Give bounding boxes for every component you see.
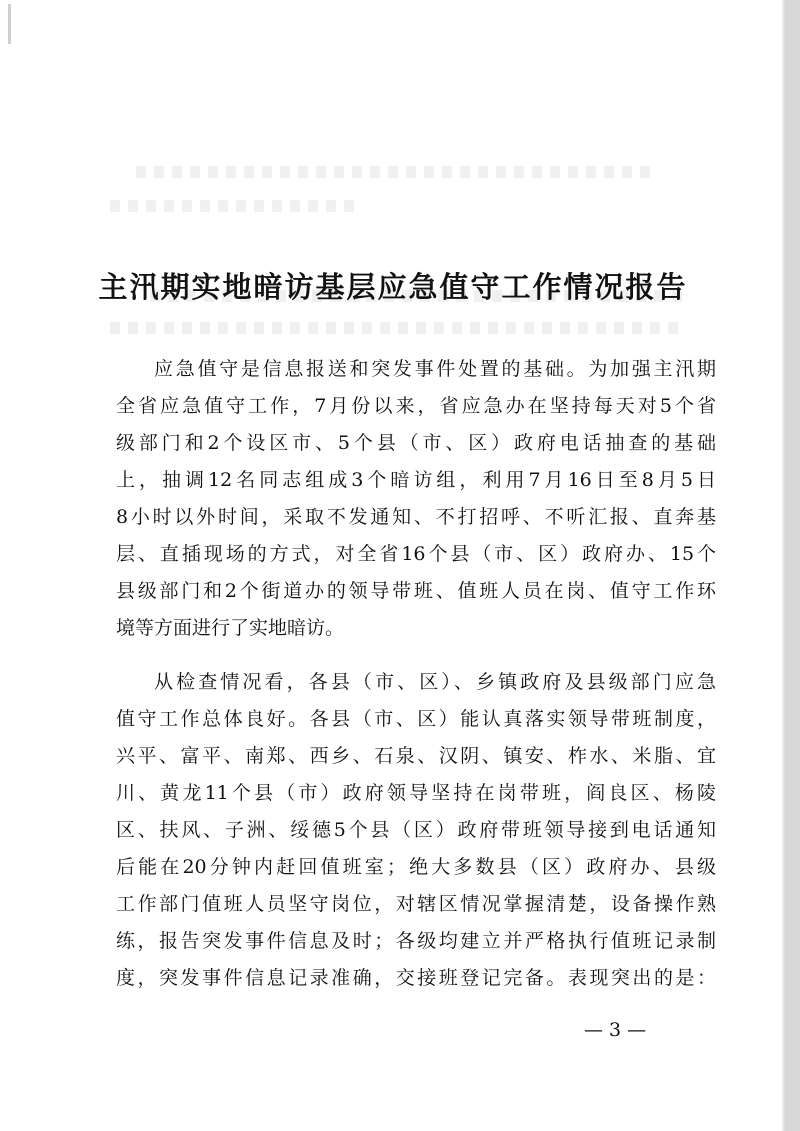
bleed-through-line bbox=[136, 166, 656, 178]
paragraph-line: 境等方面进行了实地暗访。 bbox=[116, 617, 345, 639]
scan-edge-mark bbox=[8, 4, 11, 44]
paragraph-line: 应急值守是信息报送和突发事件处置的基础。为加强主汛期 bbox=[154, 358, 716, 380]
paragraph-line: 级部门和2个设区市、5个县（市、区）政府电话抽查的基础 bbox=[116, 432, 716, 454]
paragraph-2 bbox=[116, 664, 716, 997]
bleed-through-line bbox=[110, 322, 680, 334]
paragraph-line: 从检查情况看，各县（市、区）、乡镇政府及县级部门应急 bbox=[154, 671, 716, 693]
bleed-through-line bbox=[110, 200, 360, 212]
paragraph-line: 区、扶风、子洲、绥德5个县（区）政府带班领导接到电话通知 bbox=[116, 819, 716, 841]
paragraph-line: 兴平、富平、南郑、西乡、石泉、汉阴、镇安、柞水、米脂、宜 bbox=[116, 745, 716, 767]
document-title: 主汛期实地暗访基层应急值守工作情况报告 bbox=[98, 270, 688, 305]
paragraph-line: 8小时以外时间，采取不发通知、不打招呼、不听汇报、直奔基 bbox=[116, 506, 716, 528]
paragraph-line: 川、黄龙11个县（市）政府领导坚持在岗带班，阎良区、杨陵 bbox=[116, 782, 716, 804]
paragraph-line: 全省应急值守工作，7月份以来，省应急办在坚持每天对5个省 bbox=[116, 395, 716, 417]
paragraph-line: 层、直插现场的方式，对全省16个县（市、区）政府办、15个 bbox=[116, 543, 716, 565]
page-edge-shadow bbox=[782, 0, 786, 1131]
paragraph-line: 县级部门和2个街道办的领导带班、值班人员在岗、值守工作环 bbox=[116, 580, 716, 602]
page-number: — 3 — bbox=[584, 1019, 647, 1041]
paragraph-line: 度，突发事件信息记录准确，交接班登记完备。表现突出的是： bbox=[116, 967, 716, 989]
paragraph-line: 后能在20分钟内赶回值班室；绝大多数县（区）政府办、县级 bbox=[116, 856, 716, 878]
paragraph-line: 工作部门值班人员坚守岗位，对辖区情况掌握清楚，设备操作熟 bbox=[116, 893, 716, 915]
paragraph-line: 练，报告突发事件信息及时；各级均建立并严格执行值班记录制 bbox=[116, 930, 716, 952]
paragraph-1 bbox=[116, 351, 716, 647]
paragraph-line: 值守工作总体良好。各县（市、区）能认真落实领导带班制度， bbox=[116, 708, 716, 730]
paragraph-line: 上，抽调12名同志组成3个暗访组，利用7月16日至8月5日 bbox=[116, 469, 716, 491]
